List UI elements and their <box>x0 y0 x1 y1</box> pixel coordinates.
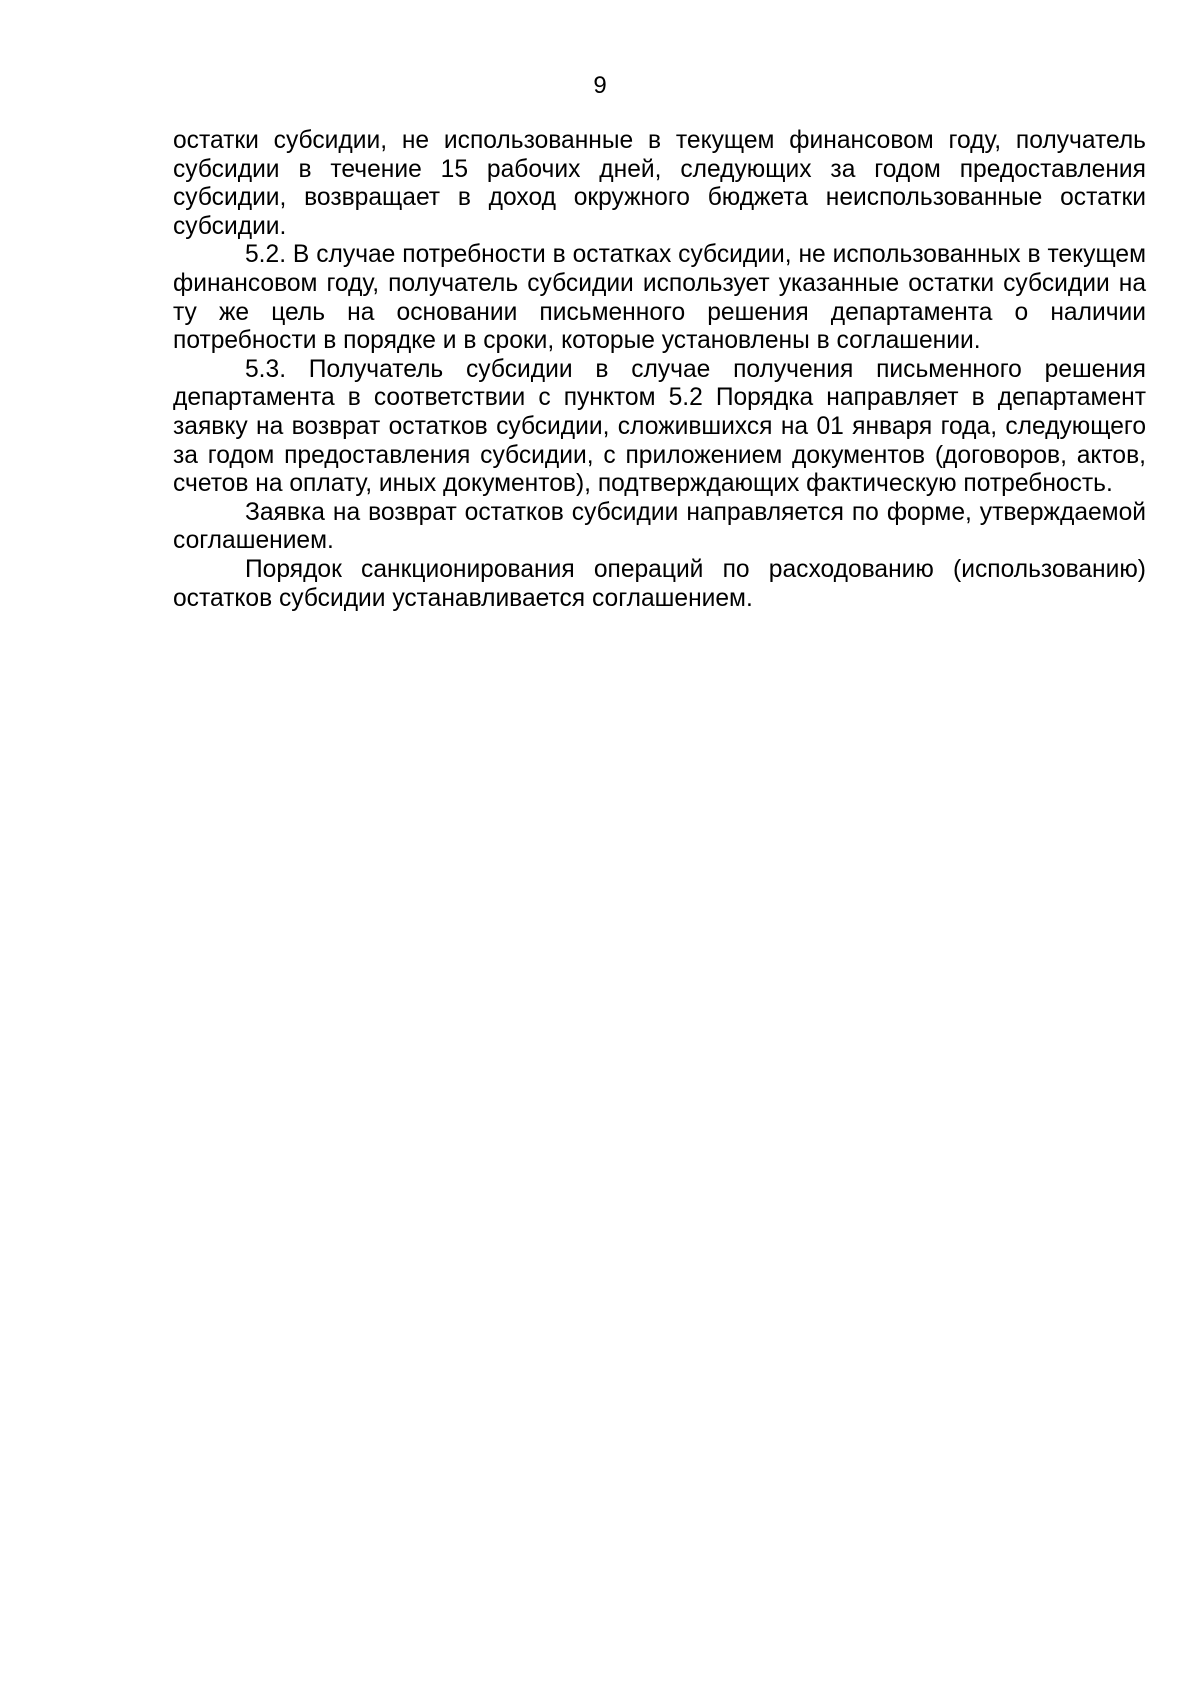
paragraph-5-3: 5.3. Получатель субсидии в случае получения письменного решения департамента в соответствии с пунктом 5.2 Порядка направляет в департамент заявку на возврат остатков субсидии, сложившихся на 01 января года, следующего за годом предоставления субсидии, с приложением документов (договоров, актов, счетов на оплату, иных документов), подтверждающих фактическую потребность. <box>173 355 1146 498</box>
paragraph-5-2: 5.2. В случае потребности в остатках субсидии, не использованных в текущем финансовом году, получатель субсидии использует указанные остатки субсидии на ту же цель на основании письменного решения департамента о наличии потребности в порядке и в сроки, которые установлены в соглашении. <box>173 241 1146 355</box>
document-body <box>173 127 1146 613</box>
paragraph-authorization-procedure: Порядок санкционирования операций по расходованию (использованию) остатков субсидии устанавливается соглашением. <box>173 555 1146 612</box>
paragraph-application-form: Заявка на возврат остатков субсидии направляется по форме, утверждаемой соглашением. <box>173 498 1146 555</box>
paragraph-continuation: остатки субсидии, не использованные в текущем финансовом году, получатель субсидии в течение 15 рабочих дней, следующих за годом предоставления субсидии, возвращает в доход окружного бюджета неиспользованные остатки субсидии. <box>173 127 1146 240</box>
page-number: 9 <box>593 72 607 99</box>
